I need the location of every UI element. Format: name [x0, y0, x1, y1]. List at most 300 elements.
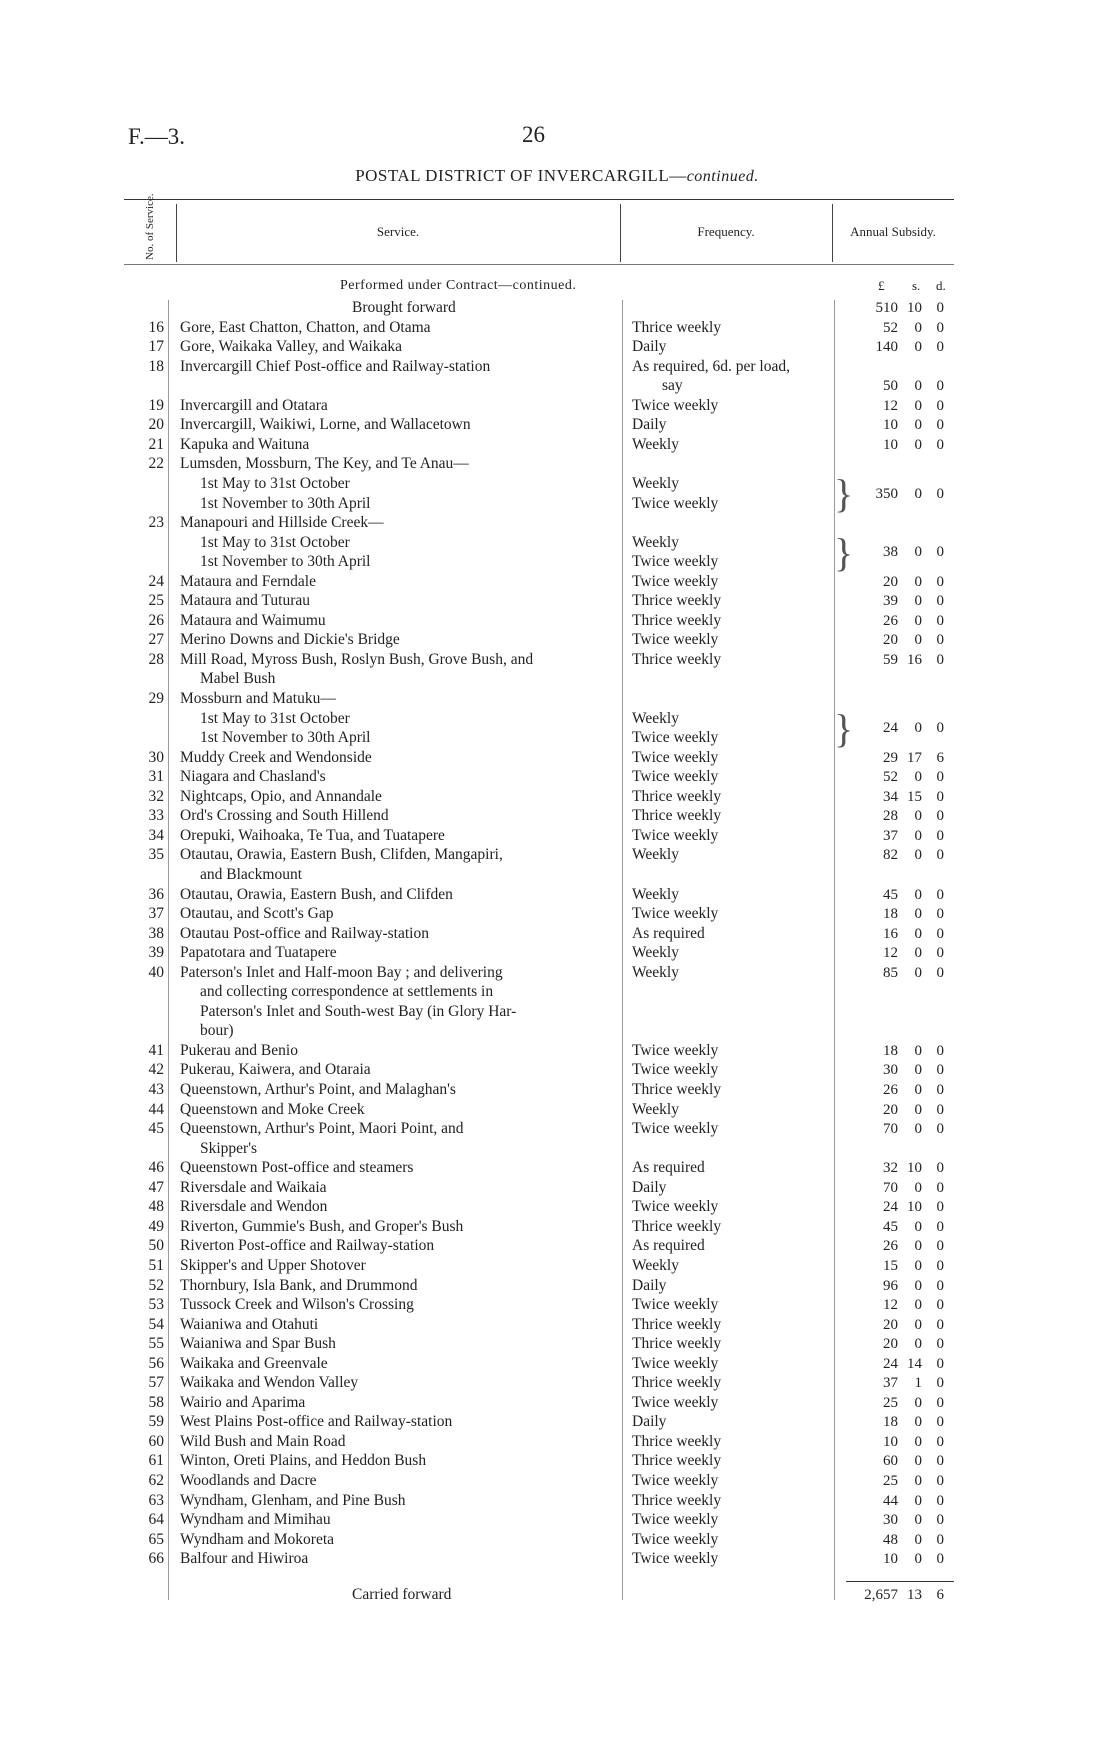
brace-icon: } — [834, 705, 854, 751]
frequency-value: Thrice weekly — [632, 1491, 722, 1509]
service-line: 1st November to 30th April — [200, 729, 371, 747]
service-number: 49 — [148, 1217, 164, 1235]
subsidy-amount-pounds: 18 — [883, 1414, 898, 1431]
service-line: West Plains Post-office and Railway-station — [180, 1413, 453, 1431]
subsidy-amount — [850, 1510, 960, 1530]
frequency-value: Twice weekly — [632, 1120, 719, 1138]
subsidy-amount-pence: 0 — [936, 1453, 944, 1470]
subsidy-amount-shillings: 0 — [914, 485, 922, 502]
subsidy-amount — [850, 415, 960, 435]
service-line: 1st November to 30th April — [200, 494, 371, 512]
subsidy-amount-shillings: 0 — [914, 1121, 922, 1138]
column-header-no: No. of Service. — [144, 193, 156, 260]
service-line: Mataura and Tuturau — [180, 592, 311, 610]
service-line: Gore, Waikaka Valley, and Waikaka — [180, 338, 403, 356]
subsidy-amount-shillings: 0 — [914, 319, 922, 336]
subsidy-amount-pence: 0 — [936, 1414, 944, 1431]
subsidy-amount-pence: 0 — [936, 593, 944, 610]
subsidy-amount-pounds: 26 — [883, 1238, 898, 1255]
service-line: Nightcaps, Opio, and Annandale — [180, 787, 382, 805]
frequency-value: Thrice weekly — [632, 650, 722, 668]
unit-pounds: £ — [878, 278, 885, 293]
subsidy-amount — [850, 1549, 960, 1569]
service-number: 43 — [148, 1081, 164, 1098]
frequency-value: Thrice weekly — [632, 318, 722, 336]
subsidy-amount-shillings: 0 — [914, 808, 922, 825]
subsidy-amount-pence: 0 — [936, 1316, 944, 1333]
service-number: 31 — [148, 768, 164, 786]
carried-forward-amount-pence: 6 — [936, 1586, 944, 1603]
service-number: 16 — [148, 318, 164, 336]
subsidy-amount-pounds: 45 — [883, 886, 898, 903]
frequency-value: Twice weekly — [632, 905, 719, 923]
service-line: Woodlands and Dacre — [180, 1472, 317, 1489]
service-number: 24 — [148, 572, 164, 590]
subsidy-amount-pence: 0 — [936, 925, 944, 942]
frequency-value: Twice weekly — [632, 1550, 719, 1568]
subsidy-amount-shillings: 0 — [914, 1433, 922, 1450]
subsidy-amount-pounds: 15 — [883, 1257, 898, 1274]
service-line: and collecting correspondence at settlements in — [200, 983, 494, 1001]
section-heading: Performed under Contract—continued. — [340, 278, 577, 293]
service-line: Riversdale and Waikaia — [180, 1178, 327, 1196]
subsidy-amount — [850, 611, 960, 631]
service-number: 22 — [148, 455, 164, 473]
brace-icon: } — [834, 470, 854, 516]
subsidy-amount — [850, 1276, 960, 1296]
subsidy-amount-pence: 0 — [936, 651, 944, 668]
service-line: Otautau Post-office and Railway-station — [180, 924, 429, 942]
subsidy-amount-pounds: 16 — [883, 925, 898, 942]
service-number: 25 — [148, 592, 164, 610]
frequency-value: Thrice weekly — [632, 1081, 722, 1098]
service-line: Otautau, Orawia, Eastern Bush, and Clifden — [180, 885, 453, 903]
service-line: Mill Road, Myross Bush, Roslyn Bush, Grove Bush, and — [180, 650, 534, 668]
subsidy-amount-pence: 0 — [936, 1473, 944, 1489]
frequency-value: Daily — [632, 1178, 667, 1196]
subsidy-amount-pounds: 20 — [883, 1336, 898, 1353]
subsidy-amount — [850, 1412, 960, 1432]
subsidy-amount-shillings: 0 — [914, 612, 922, 629]
subsidy-amount-pence: 0 — [936, 945, 944, 962]
brought-forward-amount — [850, 298, 960, 318]
subsidy-amount-pounds: 26 — [883, 1082, 898, 1098]
frequency-value: Daily — [632, 338, 667, 356]
subsidy-amount-pence: 0 — [936, 436, 944, 453]
service-line: 1st May to 31st October — [200, 709, 350, 727]
service-number: 46 — [148, 1159, 164, 1177]
frequency-value: Twice weekly — [632, 1061, 719, 1079]
subsidy-amount-pence: 0 — [936, 1277, 944, 1294]
table-header-rule — [124, 264, 954, 265]
service-number: 38 — [148, 924, 164, 942]
service-line: Papatotara and Tuatapere — [180, 944, 337, 962]
frequency-value: As required, 6d. per load, — [632, 357, 790, 375]
subsidy-amount-pence: 0 — [936, 612, 944, 629]
subsidy-amount-pence: 0 — [936, 339, 944, 356]
subsidy-amount-pounds: 24 — [883, 1199, 898, 1216]
service-number: 39 — [148, 944, 164, 962]
subsidy-amount — [850, 885, 960, 905]
subsidy-amount — [850, 318, 960, 338]
subsidy-amount-pence: 0 — [936, 1433, 944, 1450]
subsidy-amount-shillings: 0 — [914, 720, 922, 737]
subsidy-amount-pounds: 18 — [883, 1042, 898, 1059]
subsidy-amount-pounds: 10 — [883, 417, 898, 434]
subsidy-amount-pounds: 39 — [883, 593, 898, 610]
subsidy-amount-shillings: 0 — [914, 1336, 922, 1353]
frequency-value: As required — [632, 924, 705, 942]
service-line: Wairio and Aparima — [180, 1393, 306, 1411]
subsidy-amount-pence: 0 — [936, 1512, 944, 1529]
subsidy-amount-shillings: 0 — [914, 886, 922, 903]
column-header-subsidy: Annual Subsidy. — [850, 224, 936, 239]
carried-forward-amount — [850, 1585, 960, 1605]
service-line: Riverton Post-office and Railway-station — [180, 1237, 435, 1255]
subsidy-amount — [850, 1432, 960, 1452]
service-number: 57 — [148, 1374, 164, 1392]
subsidy-amount-pounds: 37 — [883, 827, 898, 844]
service-line: Kapuka and Waituna — [180, 435, 310, 453]
subsidy-amount-shillings: 0 — [914, 1297, 922, 1314]
frequency-value: Twice weekly — [632, 729, 719, 747]
subsidy-amount-pence: 0 — [936, 1551, 944, 1568]
subsidy-amount — [850, 826, 960, 846]
frequency-value: Twice weekly — [632, 396, 719, 414]
service-line: Wyndham and Mimihau — [180, 1511, 331, 1529]
service-number: 26 — [148, 611, 164, 629]
subsidy-amount-pence: 0 — [936, 1042, 944, 1059]
subsidy-amount-pence: 0 — [936, 1531, 944, 1548]
subsidy-amount — [850, 376, 960, 396]
service-line: Queenstown Post-office and steamers — [180, 1159, 414, 1177]
subsidy-amount-pence: 0 — [936, 1238, 944, 1255]
subsidy-amount — [850, 630, 960, 650]
frequency-value: As required — [632, 1237, 705, 1255]
service-line: Mossburn and Matuku— — [180, 690, 336, 707]
subsidy-amount-pence: 0 — [936, 788, 944, 805]
subsidy-amount — [850, 572, 960, 592]
service-number: 55 — [148, 1335, 164, 1353]
subsidy-amount-pence: 0 — [936, 417, 944, 434]
subsidy-amount-shillings: 0 — [914, 1257, 922, 1274]
service-line: Wyndham and Mokoreta — [180, 1530, 335, 1548]
page-title — [0, 166, 1114, 186]
subsidy-amount-pence: 0 — [936, 1101, 944, 1118]
subsidy-amount-shillings: 0 — [914, 593, 922, 610]
subsidy-amount-shillings: 10 — [907, 1199, 922, 1216]
subsidy-amount — [850, 1315, 960, 1335]
subsidy-amount-shillings: 0 — [914, 1394, 922, 1411]
service-number: 21 — [148, 435, 164, 453]
service-line: Wild Bush and Main Road — [180, 1432, 346, 1450]
service-line: Wyndham, Glenham, and Pine Bush — [180, 1491, 406, 1509]
frequency-value: Thrice weekly — [632, 1452, 722, 1470]
service-number: 59 — [148, 1413, 164, 1431]
subsidy-amount-shillings: 0 — [914, 945, 922, 962]
table-top-rule — [124, 199, 954, 200]
subsidy-amount — [850, 1491, 960, 1511]
frequency-value: Thrice weekly — [632, 787, 722, 805]
subsidy-amount-shillings: 0 — [914, 1492, 922, 1509]
subsidy-amount-shillings: 0 — [914, 1062, 922, 1079]
subsidy-amount-shillings: 0 — [914, 417, 922, 434]
service-line: Orepuki, Waihoaka, Te Tua, and Tuatapere — [180, 826, 445, 844]
service-line: Waikaka and Wendon Valley — [180, 1374, 359, 1392]
subsidy-amount — [850, 650, 960, 670]
subsidy-amount-pence: 0 — [936, 1218, 944, 1235]
subsidy-amount — [850, 1119, 960, 1139]
service-line: Niagara and Chasland's — [180, 768, 326, 786]
subsidy-amount-shillings: 0 — [914, 1179, 922, 1196]
frequency-value: Thrice weekly — [632, 1217, 722, 1235]
service-number: 34 — [148, 826, 164, 844]
subsidy-amount-pence: 0 — [936, 720, 944, 737]
subsidy-amount-pounds: 140 — [875, 339, 898, 356]
frequency-value: Weekly — [632, 846, 679, 864]
subsidy-amount-pounds: 20 — [883, 1101, 898, 1118]
service-number: 23 — [148, 514, 164, 532]
frequency-value: Twice weekly — [632, 1041, 719, 1059]
title-main: POSTAL DISTRICT OF INVERCARGILL— — [355, 166, 687, 185]
service-line: Pukerau and Benio — [180, 1041, 298, 1059]
service-line: Riversdale and Wendon — [180, 1198, 328, 1216]
service-line: Waianiwa and Otahuti — [180, 1315, 319, 1333]
service-number: 28 — [148, 650, 164, 668]
service-number: 30 — [148, 748, 164, 766]
service-line: Winton, Oreti Plains, and Heddon Bush — [180, 1452, 427, 1470]
brace-icon: } — [834, 529, 854, 575]
subsidy-amount — [850, 748, 960, 768]
service-number: 52 — [148, 1276, 164, 1294]
subsidy-amount-pounds: 12 — [883, 397, 898, 414]
subsidy-amount-shillings: 0 — [914, 1414, 922, 1431]
service-line: 1st May to 31st October — [200, 474, 350, 492]
subsidy-amount — [850, 1471, 960, 1491]
subsidy-amount-pence: 0 — [936, 632, 944, 649]
frequency-value: say — [662, 377, 683, 395]
frequency-value: Thrice weekly — [632, 1374, 722, 1392]
carried-forward-label: Carried forward — [352, 1585, 452, 1603]
service-number: 41 — [148, 1041, 164, 1059]
service-number: 62 — [148, 1472, 164, 1489]
subsidy-amount-pence: 0 — [936, 906, 944, 923]
brought-forward-label: Brought forward — [352, 299, 456, 316]
subsidy-amount-pounds: 12 — [883, 1297, 898, 1314]
service-line: Pukerau, Kaiwera, and Otaraia — [180, 1061, 371, 1079]
subsidy-amount — [850, 1393, 960, 1413]
subsidy-amount-pounds: 24 — [883, 720, 898, 737]
subsidy-amount — [850, 1530, 960, 1550]
frequency-value: Twice weekly — [632, 631, 719, 649]
service-line: 1st November to 30th April — [200, 553, 371, 571]
frequency-value: Twice weekly — [632, 1198, 719, 1216]
service-line: Otautau, Orawia, Eastern Bush, Clifden, Mangapiri, — [180, 846, 503, 864]
service-number: 32 — [148, 787, 164, 805]
subsidy-amount — [850, 1100, 960, 1120]
service-number: 61 — [148, 1452, 164, 1470]
column-header-service: Service. — [376, 224, 420, 239]
subsidy-amount-shillings: 0 — [914, 925, 922, 942]
brought-forward-amount-pence: 0 — [936, 300, 944, 316]
subsidy-amount — [850, 924, 960, 944]
subsidy-amount-pence: 0 — [936, 1492, 944, 1509]
title-continued: continued. — [686, 168, 759, 185]
service-line: Queenstown, Arthur's Point, Maori Point, and — [180, 1120, 464, 1138]
service-line: Invercargill, Waikiwi, Lorne, and Wallacetown — [180, 416, 471, 434]
subsidy-amount-pence: 0 — [936, 1179, 944, 1196]
service-line: Skipper's — [200, 1139, 258, 1157]
service-line: Paterson's Inlet and South-west Bay (in Glory Har- — [200, 1002, 517, 1020]
subsidy-amount-pence: 6 — [936, 749, 944, 766]
subsidy-amount-pounds: 20 — [883, 1316, 898, 1333]
subsidy-amount-pounds: 24 — [883, 1355, 898, 1372]
service-number: 19 — [148, 396, 164, 414]
service-line: Waianiwa and Spar Bush — [180, 1335, 336, 1353]
frequency-value: Twice weekly — [632, 572, 719, 590]
service-number: 37 — [148, 905, 164, 923]
frequency-value: Twice weekly — [632, 553, 719, 571]
subsidy-amount-pence: 0 — [936, 1062, 944, 1079]
service-line: 1st May to 31st October — [200, 533, 350, 551]
frequency-value: Thrice weekly — [632, 592, 722, 610]
subsidy-amount-shillings: 0 — [914, 1453, 922, 1470]
subsidy-amount — [850, 1451, 960, 1471]
subsidy-amount — [850, 396, 960, 416]
subsidy-amount-pence: 0 — [936, 573, 944, 590]
subsidy-amount-shillings: 14 — [907, 1355, 922, 1372]
service-line: Merino Downs and Dickie's Bridge — [180, 631, 400, 649]
subsidy-amount — [850, 943, 960, 963]
service-line: Thornbury, Isla Bank, and Drummond — [180, 1276, 418, 1294]
subsidy-amount-pounds: 30 — [883, 1512, 898, 1529]
subsidy-amount — [850, 542, 960, 562]
brought-forward-amount-pounds: 510 — [875, 300, 898, 316]
service-line: Invercargill Chief Post-office and Railway-station — [180, 357, 491, 375]
service-line: Skipper's and Upper Shotover — [180, 1256, 366, 1274]
subsidy-amount-pence: 0 — [936, 1297, 944, 1314]
frequency-value: Twice weekly — [632, 1354, 719, 1372]
subsidy-amount-shillings: 0 — [914, 1512, 922, 1529]
subsidy-amount-pounds: 20 — [883, 573, 898, 590]
frequency-value: Twice weekly — [632, 1393, 719, 1411]
frequency-value: Twice weekly — [632, 1296, 719, 1314]
subsidy-amount-pounds: 34 — [883, 788, 898, 805]
subsidy-amount-pounds: 10 — [883, 1551, 898, 1568]
subsidy-amount-pounds: 59 — [883, 651, 898, 668]
frequency-value: Daily — [632, 1413, 667, 1431]
subsidy-amount — [850, 1236, 960, 1256]
service-line: Waikaka and Greenvale — [180, 1354, 328, 1372]
subsidy-amount-shillings: 0 — [914, 1531, 922, 1548]
frequency-value: Weekly — [632, 533, 679, 551]
subsidy-amount-pounds: 29 — [883, 749, 898, 766]
subsidy-amount-pounds: 44 — [883, 1492, 898, 1509]
service-number: 44 — [148, 1100, 164, 1118]
frequency-value: Twice weekly — [632, 768, 719, 786]
service-line: Queenstown, Arthur's Point, and Malaghan's — [180, 1081, 456, 1098]
subsidy-amount-shillings: 1 — [914, 1375, 922, 1392]
subsidy-amount-pounds: 48 — [883, 1531, 898, 1548]
service-line: Mataura and Waimumu — [180, 611, 326, 629]
subsidy-amount-pence: 0 — [936, 1082, 944, 1098]
frequency-value: Twice weekly — [632, 1530, 719, 1548]
frequency-value: Twice weekly — [632, 826, 719, 844]
service-number: 47 — [148, 1178, 164, 1196]
service-number: 54 — [148, 1315, 164, 1333]
service-line: Balfour and Hiwiroa — [180, 1550, 309, 1568]
service-line: Ord's Crossing and South Hillend — [180, 807, 389, 825]
subsidy-amount-shillings: 0 — [914, 397, 922, 414]
subsidy-amount — [850, 1334, 960, 1354]
frequency-value: Thrice weekly — [632, 807, 722, 825]
service-line: Muddy Creek and Wendonside — [180, 748, 372, 766]
subsidy-amount-shillings: 0 — [914, 1042, 922, 1059]
subsidy-amount-pence: 0 — [936, 378, 944, 395]
frequency-value: Weekly — [632, 944, 679, 962]
subsidy-amount-shillings: 0 — [914, 847, 922, 864]
service-number: 40 — [148, 963, 164, 981]
subsidy-amount — [850, 806, 960, 826]
subsidy-amount-pounds: 70 — [883, 1179, 898, 1196]
subsidy-amount-shillings: 17 — [907, 749, 922, 766]
subsidy-amount-shillings: 0 — [914, 339, 922, 356]
subsidy-amount-pence: 0 — [936, 847, 944, 864]
frequency-value: Thrice weekly — [632, 611, 722, 629]
unit-pence: d. — [936, 278, 946, 293]
carried-forward-amount-shillings: 13 — [907, 1586, 922, 1603]
subsidy-amount-pounds: 85 — [883, 964, 898, 981]
subsidy-amount-pence: 0 — [936, 1375, 944, 1392]
service-number: 36 — [148, 885, 164, 903]
subsidy-amount-shillings: 10 — [907, 1160, 922, 1177]
frequency-value: As required — [632, 1159, 705, 1177]
service-number: 51 — [148, 1256, 164, 1274]
service-number: 20 — [148, 416, 164, 434]
service-number: 60 — [148, 1432, 164, 1450]
subsidy-amount-shillings: 16 — [907, 651, 922, 668]
service-line: Manapouri and Hillside Creek— — [180, 514, 384, 532]
subsidy-amount — [850, 963, 960, 983]
frequency-value: Weekly — [632, 474, 679, 492]
subsidy-amount-pounds: 20 — [883, 632, 898, 649]
subsidy-amount — [850, 337, 960, 357]
subsidy-amount-shillings: 0 — [914, 1316, 922, 1333]
service-number: 63 — [148, 1491, 164, 1509]
subsidy-amount — [850, 718, 960, 738]
service-line: Gore, East Chatton, Chatton, and Otama — [180, 318, 431, 336]
unit-shillings: s. — [912, 278, 921, 293]
subsidy-amount — [850, 591, 960, 611]
subsidy-amount-pounds: 26 — [883, 612, 898, 629]
service-line: Mataura and Ferndale — [180, 572, 316, 590]
subsidy-amount-shillings: 0 — [914, 1277, 922, 1294]
frequency-value: Thrice weekly — [632, 1315, 722, 1333]
service-line: Lumsden, Mossburn, The Key, and Te Anau— — [180, 455, 469, 473]
frequency-value: Thrice weekly — [632, 1432, 722, 1450]
service-number: 48 — [148, 1198, 164, 1216]
subsidy-amount-pounds: 28 — [883, 808, 898, 825]
service-number: 56 — [148, 1354, 164, 1372]
subsidy-amount-pounds: 25 — [883, 1473, 898, 1489]
subsidy-amount-pounds: 32 — [883, 1160, 898, 1177]
subsidy-amount — [850, 1197, 960, 1217]
service-number: 66 — [148, 1550, 164, 1568]
subsidy-amount-pence: 0 — [936, 397, 944, 414]
service-number: 50 — [148, 1237, 164, 1255]
subsidy-amount-shillings: 0 — [914, 769, 922, 786]
frequency-value: Thrice weekly — [632, 1335, 722, 1353]
